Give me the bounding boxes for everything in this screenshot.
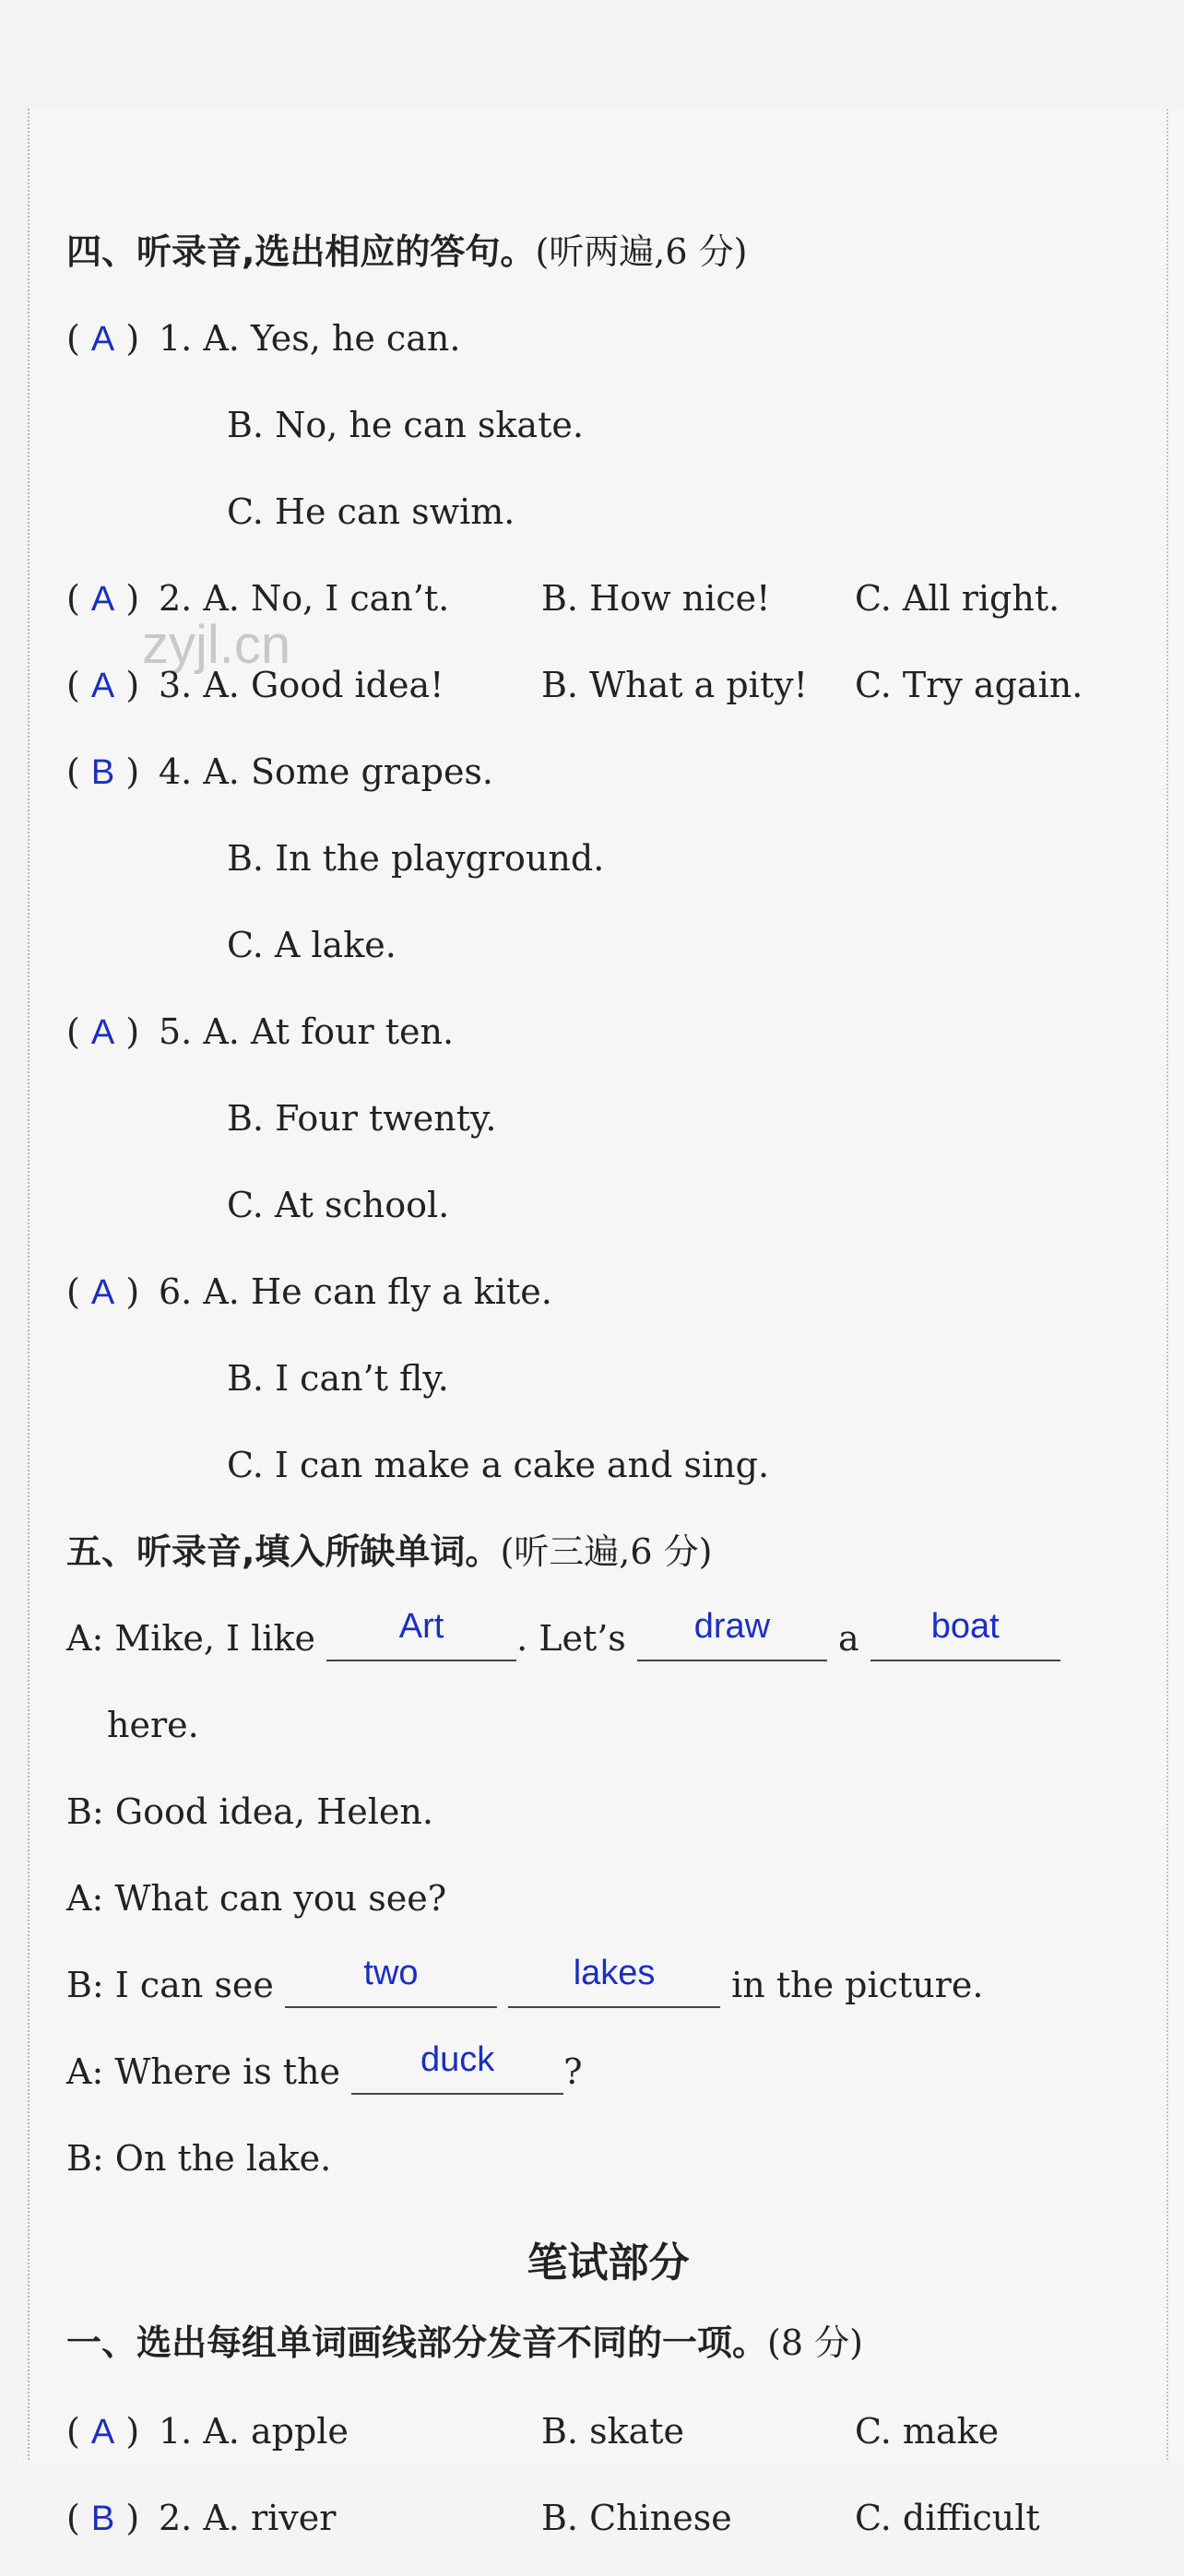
option-a: A. river <box>203 2498 337 2538</box>
answer-3: A <box>90 667 115 705</box>
section5-heading: 五、听录音,填入所缺单词。(听三遍,6 分) <box>66 1531 713 1572</box>
question-5-option-c: C. At school. <box>227 1185 450 1225</box>
option-b: B. How nice! <box>541 578 771 619</box>
option-a: A. He can fly a kite. <box>203 1271 552 1312</box>
blank-2: draw <box>637 1617 827 1661</box>
right-margin-line <box>1166 109 1168 2460</box>
written-question-2: ( B ) 2. A. river B. Chinese C. difficult <box>66 2498 1040 2538</box>
question-5-option-b: B. Four twenty. <box>227 1098 497 1139</box>
question-4-option-b: B. In the playground. <box>227 838 605 879</box>
question-6-option-b: B. I can’t fly. <box>227 1358 449 1399</box>
section5-note: (听三遍,6 分) <box>500 1531 713 1572</box>
answer-6: A <box>90 1273 115 1312</box>
blank-4: two <box>285 1964 497 2008</box>
dialogue-line-3: B: Good idea, Helen. <box>66 1791 433 1832</box>
answer-2: A <box>90 580 115 619</box>
worksheet-page <box>28 109 1184 2538</box>
written-answer-2: B <box>90 2499 115 2538</box>
question-1-option-b: B. No, he can skate. <box>227 405 584 445</box>
dialogue-line-5: B: I can see two lakes in the picture. <box>66 1964 983 2008</box>
question-6: ( A ) 6. A. He can fly a kite. <box>66 1271 552 1312</box>
option-a: A. Good idea! <box>203 665 444 705</box>
option-c: C. difficult <box>855 2498 1040 2538</box>
answer-4: B <box>90 753 115 792</box>
option-a: A. Yes, he can. <box>203 318 461 359</box>
answer-paren: ( A ) <box>66 318 140 359</box>
written1-note: (8 分) <box>767 2322 863 2363</box>
blank-6: duck <box>351 2050 563 2095</box>
answer-5: A <box>90 1013 115 1052</box>
question-6-option-c: C. I can make a cake and sing. <box>227 1445 770 1485</box>
blank-3: boat <box>870 1617 1060 1661</box>
blank-5: lakes <box>508 1964 720 2008</box>
option-b: B. skate <box>541 2411 685 2452</box>
dialogue-line-4: A: What can you see? <box>66 1878 447 1919</box>
option-c: C. Try again. <box>855 665 1083 705</box>
option-b: B. Chinese <box>541 2498 732 2538</box>
written-question-1: ( A ) 1. A. apple B. skate C. make <box>66 2411 1000 2452</box>
question-2: ( A ) 2. A. No, I can’t. B. How nice! C. All right. <box>66 578 1060 619</box>
dialogue-line-1: A: Mike, I like Art . Let’s draw a boat <box>66 1617 1060 1661</box>
blank-1: Art <box>326 1617 516 1661</box>
option-a: A. No, I can’t. <box>203 578 450 619</box>
option-a: A. Some grapes. <box>203 751 494 792</box>
question-1: ( A ) 1. A. Yes, he can. <box>66 318 461 359</box>
question-4: ( B ) 4. A. Some grapes. <box>66 751 494 792</box>
section4-note: (听两遍,6 分) <box>535 231 748 272</box>
question-5: ( A ) 5. A. At four ten. <box>66 1011 455 1052</box>
question-3: ( A ) 3. A. Good idea! B. What a pity! C. Try again. <box>66 665 1083 705</box>
written-answer-1: A <box>90 2413 115 2452</box>
written-part-title: 笔试部分 <box>527 2239 690 2286</box>
option-c: C. All right. <box>855 578 1060 619</box>
section4-heading: 四、听录音,选出相应的答句。(听两遍,6 分) <box>66 231 748 272</box>
option-a: A. At four ten. <box>203 1011 455 1052</box>
watermark: zyjl.cn <box>142 615 291 675</box>
dialogue-line-7: B: On the lake. <box>66 2138 332 2179</box>
dialogue-line-2: here. <box>107 1705 199 1745</box>
written1-heading: 一、选出每组单词画线部分发音不同的一项。(8 分) <box>66 2322 863 2363</box>
option-b: B. What a pity! <box>541 665 808 705</box>
dialogue-line-6: A: Where is the duck ? <box>66 2050 583 2095</box>
question-1-option-c: C. He can swim. <box>227 491 515 532</box>
answer-1: A <box>90 320 115 359</box>
question-4-option-c: C. A lake. <box>227 925 397 965</box>
option-c: C. make <box>855 2411 1000 2452</box>
option-a: A. apple <box>203 2411 349 2452</box>
